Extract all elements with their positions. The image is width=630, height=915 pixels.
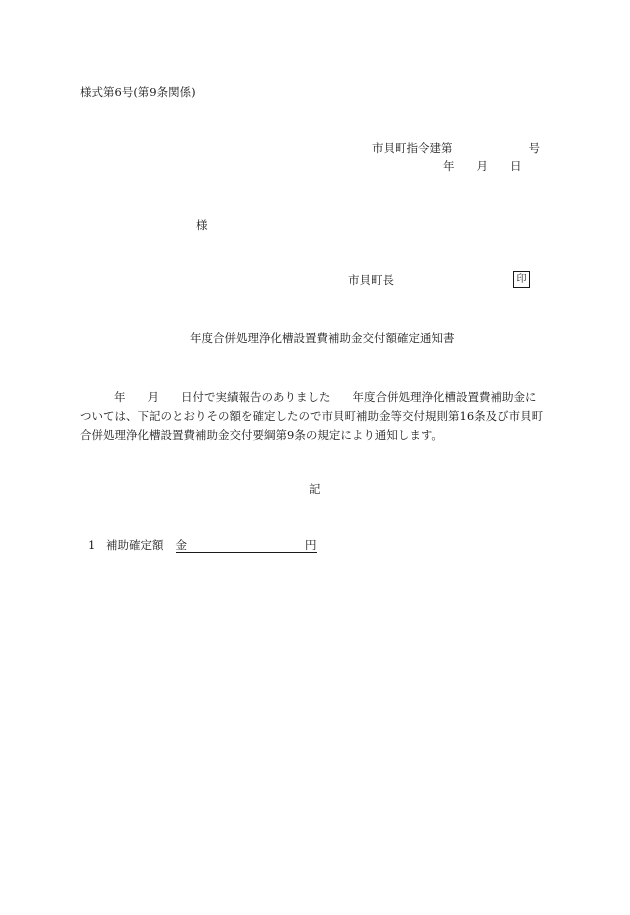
body-line-1 (80, 388, 550, 407)
amount-item (88, 538, 317, 553)
seal-mark: 印 (513, 271, 530, 288)
issue-date-line (443, 159, 522, 173)
document-title: 年度合併処理浄化槽設置費補助金交付額確定通知書 (190, 331, 455, 345)
form-label: 様式第6号(第9条関係) (80, 85, 196, 99)
body-year: 年 (114, 390, 126, 404)
body-subsidy-name: 年度合併処理浄化槽設置費補助金に (352, 390, 537, 404)
reference-suffix: 号 (528, 141, 540, 155)
body-date-clause: 日付で実績報告のありました (181, 390, 331, 404)
amount-item-label: 補助確定額 (106, 538, 164, 552)
body-line-3: 合併処理浄化槽設置費補助金交付要綱第9条の規定により通知します。 (80, 428, 443, 442)
issuer-title: 市貝町長 (348, 273, 394, 287)
amount-item-number: 1 (88, 538, 96, 552)
amount-unit: 円 (305, 538, 317, 552)
date-day: 日 (510, 159, 522, 173)
ki-heading: 記 (309, 482, 321, 496)
body-line-2: ついては、下記のとおりその額を確定したので市貝町補助金等交付規則第16条及び市貝町 (80, 409, 544, 423)
body-month: 月 (147, 390, 159, 404)
reference-number-line (372, 141, 540, 155)
date-month: 月 (476, 159, 488, 173)
notice-body (80, 388, 550, 445)
recipient-suffix: 様 (196, 218, 208, 232)
reference-prefix: 市貝町指令建第 (372, 141, 453, 155)
amount-prefix: 金 (175, 538, 187, 552)
amount-blank-underline (176, 538, 317, 553)
date-year: 年 (443, 159, 455, 173)
